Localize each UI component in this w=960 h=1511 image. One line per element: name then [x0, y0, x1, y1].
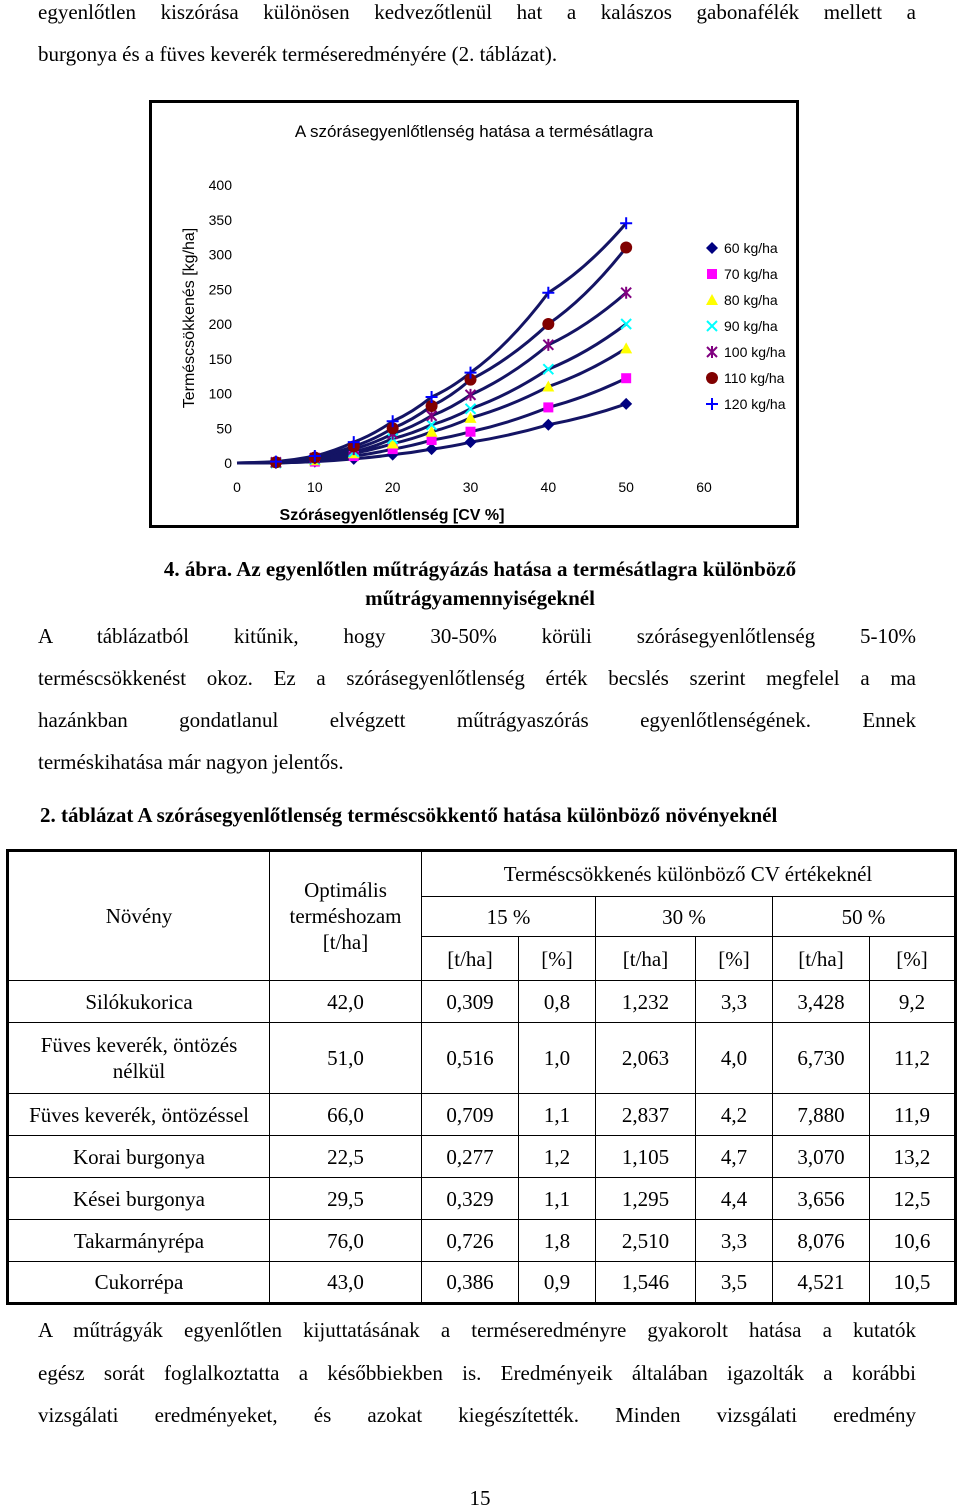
y-tick-label: 350 — [208, 211, 232, 228]
value-cell: 43,0 — [270, 1262, 422, 1304]
data-point — [543, 402, 553, 412]
value-cell: 1,1 — [519, 1094, 596, 1136]
closing-line: A műtrágyák egyenlőtlen kijuttatásának a terméseredményre gyakorolt hatása a kutatók — [38, 1318, 916, 1342]
value-cell: 6,730 — [773, 1023, 870, 1094]
header-unit: [%] — [870, 937, 956, 981]
value-cell: 13,2 — [870, 1136, 956, 1178]
value-cell: 7,880 — [773, 1094, 870, 1136]
table-row — [8, 1136, 956, 1178]
x-tick-label: 0 — [233, 479, 241, 495]
value-cell: 10,5 — [870, 1262, 956, 1304]
value-cell: 2,837 — [596, 1094, 696, 1136]
header-plant: Növény — [8, 851, 270, 981]
legend-label: 80 kg/ha — [724, 292, 778, 308]
header-unit: [t/ha] — [773, 937, 870, 981]
x-tick-label: 30 — [462, 479, 479, 495]
value-cell: 76,0 — [270, 1220, 422, 1262]
value-cell: 22,5 — [270, 1136, 422, 1178]
header-yield-loss-group: Terméscsökkenés különböző CV értékeknél — [422, 851, 956, 897]
data-point — [620, 242, 632, 254]
header-cv-50: 50 % — [773, 897, 956, 937]
y-tick-label: 250 — [208, 281, 232, 298]
figure-caption-line: 4. ábra. Az egyenlőtlen műtrágyázás hatása a termésátlagra különböző — [163, 557, 797, 581]
yield-loss-table — [6, 849, 957, 1305]
value-cell: 1,8 — [519, 1220, 596, 1262]
value-cell: 3,3 — [696, 1220, 773, 1262]
data-point — [543, 339, 553, 351]
value-cell: 0,386 — [422, 1262, 519, 1304]
value-cell: 9,2 — [870, 981, 956, 1023]
value-cell: 3,070 — [773, 1136, 870, 1178]
chart-plot — [152, 103, 796, 525]
y-tick-label: 50 — [216, 420, 232, 437]
plant-name-cell: Füves keverék, öntözés nélkül — [8, 1023, 270, 1094]
chart-title: A szórásegyenlőtlenség hatása a termésátlagra — [294, 122, 654, 141]
legend-label: 60 kg/ha — [724, 240, 778, 256]
chart-frame — [149, 100, 799, 528]
closing-line: egész sorát foglalkoztatta a későbbiekben is. Eredményeik általában igazolták a korábbi — [38, 1361, 916, 1385]
legend-marker — [706, 372, 718, 384]
value-cell: 0,516 — [422, 1023, 519, 1094]
body-line: terméscsökkenést okoz. Ez a szórásegyenlőtlenség érték becslés szerint megfelel a ma — [38, 666, 916, 690]
table-row — [8, 1220, 956, 1262]
data-point — [621, 373, 631, 383]
plant-name-cell: Cukorrépa — [8, 1262, 270, 1304]
value-cell: 3,656 — [773, 1178, 870, 1220]
legend-label: 120 kg/ha — [724, 396, 786, 412]
x-tick-label: 20 — [384, 479, 401, 495]
header-unit: [%] — [696, 937, 773, 981]
value-cell: 12,5 — [870, 1178, 956, 1220]
table-row — [8, 1023, 956, 1094]
value-cell: 1,232 — [596, 981, 696, 1023]
figure-caption — [0, 555, 960, 613]
data-point — [542, 419, 554, 431]
value-cell: 1,2 — [519, 1136, 596, 1178]
intro-line-text: burgonya és a füves keverék terméseredményére (2. táblázat). — [38, 42, 558, 66]
value-cell: 1,105 — [596, 1136, 696, 1178]
chart-legend — [700, 231, 796, 415]
value-cell: 0,726 — [422, 1220, 519, 1262]
y-tick-label: 150 — [208, 350, 232, 367]
table-row — [8, 1178, 956, 1220]
data-point — [466, 427, 476, 437]
data-point — [620, 342, 632, 353]
table-row — [8, 1094, 956, 1136]
value-cell: 0,709 — [422, 1094, 519, 1136]
value-cell: 1,546 — [596, 1262, 696, 1304]
chart-y-axis-label: Terméscsökkenés [kg/ha] — [181, 227, 198, 409]
header-unit: [t/ha] — [422, 937, 519, 981]
value-cell: 2,510 — [596, 1220, 696, 1262]
table-title: 2. táblázat A szórásegyenlőtlenség terméscsökkentő hatása különböző növényeknél — [40, 803, 778, 827]
value-cell: 4,0 — [696, 1023, 773, 1094]
header-cv-30: 30 % — [596, 897, 773, 937]
chart-axes — [209, 177, 712, 495]
x-tick-label: 60 — [696, 479, 712, 495]
plant-name-cell: Kései burgonya — [8, 1178, 270, 1220]
data-point — [465, 436, 477, 448]
value-cell: 51,0 — [270, 1023, 422, 1094]
header-optimal-yield: Optimális terméshozam [t/ha] — [270, 851, 422, 981]
value-cell: 11,2 — [870, 1023, 956, 1094]
value-cell: 4,7 — [696, 1136, 773, 1178]
plant-name-cell: Takarmányrépa — [8, 1220, 270, 1262]
legend-label: 110 kg/ha — [724, 370, 785, 386]
x-tick-label: 10 — [307, 479, 323, 495]
table-header-row — [8, 851, 956, 897]
value-cell: 29,5 — [270, 1178, 422, 1220]
y-tick-label: 200 — [208, 316, 232, 332]
value-cell: 0,329 — [422, 1178, 519, 1220]
data-point — [621, 319, 631, 329]
page-number: 15 — [469, 1486, 491, 1510]
value-cell: 0,277 — [422, 1136, 519, 1178]
value-cell: 3,428 — [773, 981, 870, 1023]
x-tick-label: 40 — [540, 479, 557, 495]
value-cell: 4,521 — [773, 1262, 870, 1304]
data-point — [621, 287, 631, 299]
closing-line: vizsgálati eredményeket, és azokat kiegészítették. Minden vizsgálati eredmény — [38, 1403, 916, 1427]
legend-label: 100 kg/ha — [724, 344, 786, 360]
y-tick-label: 400 — [208, 177, 232, 193]
plant-name-cell: Silókukorica — [8, 981, 270, 1023]
legend-marker — [707, 269, 717, 279]
figure-caption-line: műtrágyamennyiségeknél — [365, 586, 595, 610]
value-cell: 4,4 — [696, 1178, 773, 1220]
legend-label: 90 kg/ha — [724, 318, 778, 334]
body-line: terméskihatása már nagyon jelentős. — [38, 750, 344, 774]
value-cell: 4,2 — [696, 1094, 773, 1136]
intro-line: egyenlőtlen kiszórása különösen kedvezőtlenül hat a kalászos gabonafélék mellett a — [38, 0, 916, 24]
value-cell: 0,8 — [519, 981, 596, 1023]
data-point — [542, 318, 554, 330]
data-point — [620, 398, 632, 410]
value-cell: 1,295 — [596, 1178, 696, 1220]
body-line: A táblázatból kitűnik, hogy 30-50% körüli szórásegyenlőtlenség 5-10% — [38, 624, 916, 648]
plant-name-cell: Korai burgonya — [8, 1136, 270, 1178]
table-row — [8, 981, 956, 1023]
y-tick-label: 300 — [208, 246, 232, 263]
value-cell: 2,063 — [596, 1023, 696, 1094]
y-tick-label: 100 — [208, 385, 232, 402]
intro-line — [38, 33, 916, 75]
value-cell: 3,3 — [696, 981, 773, 1023]
value-cell: 0,309 — [422, 981, 519, 1023]
table-row — [8, 1262, 956, 1304]
value-cell: 1,0 — [519, 1023, 596, 1094]
header-cv-15: 15 % — [422, 897, 596, 937]
chart-x-axis-label: Szórásegyenlőtlenség [CV %] — [279, 507, 505, 524]
value-cell: 66,0 — [270, 1094, 422, 1136]
value-cell: 42,0 — [270, 981, 422, 1023]
header-unit: [%] — [519, 937, 596, 981]
value-cell: 8,076 — [773, 1220, 870, 1262]
header-unit: [t/ha] — [596, 937, 696, 981]
value-cell: 1,1 — [519, 1178, 596, 1220]
y-tick-label: 0 — [224, 455, 232, 471]
value-cell: 10,6 — [870, 1220, 956, 1262]
value-cell: 0,9 — [519, 1262, 596, 1304]
value-cell: 11,9 — [870, 1094, 956, 1136]
plant-name-cell: Füves keverék, öntözéssel — [8, 1094, 270, 1136]
chart-markers — [270, 217, 632, 469]
x-tick-label: 50 — [618, 479, 634, 495]
value-cell: 3,5 — [696, 1262, 773, 1304]
legend-label: 70 kg/ha — [724, 266, 778, 282]
body-line: hazánkban gondatlanul elvégzett műtrágyaszórás egyenlőtlenségének. Ennek — [38, 708, 916, 732]
